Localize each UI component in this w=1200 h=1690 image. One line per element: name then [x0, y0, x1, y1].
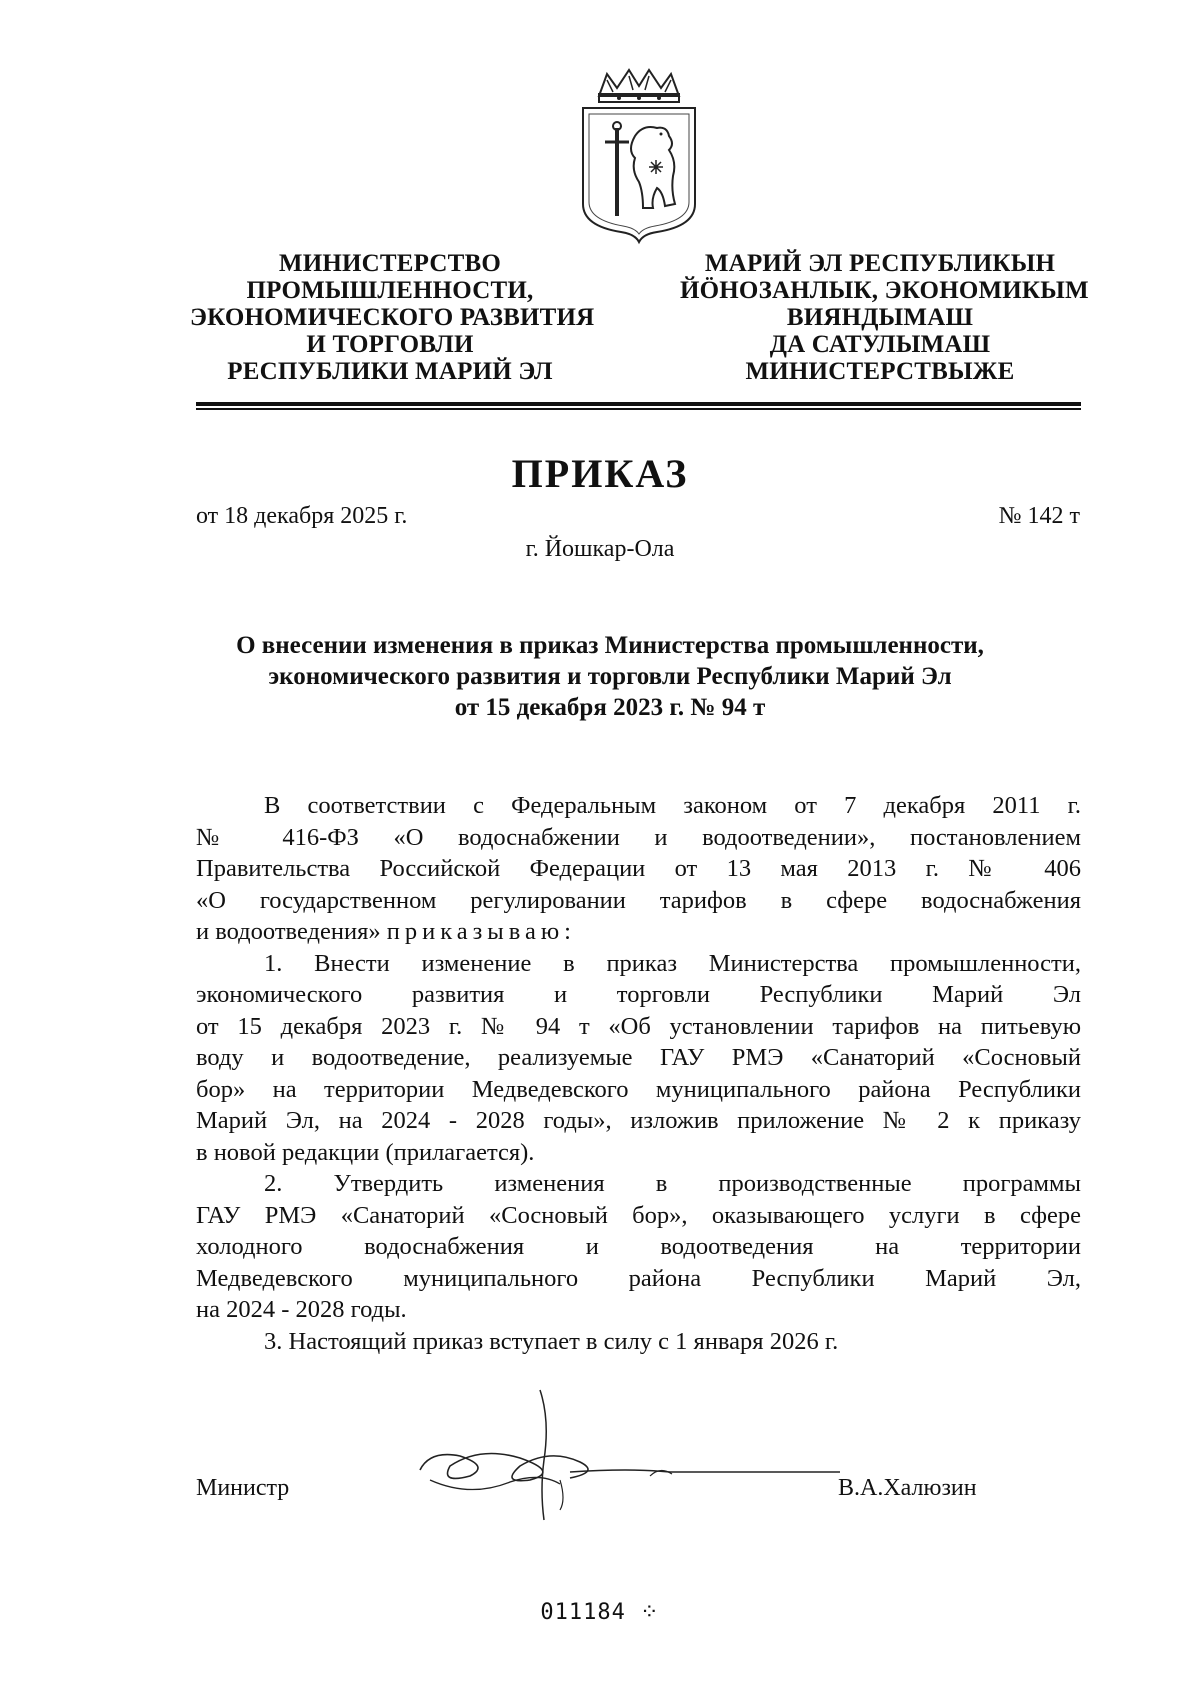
handwritten-signature — [410, 1380, 850, 1530]
signatory-name: В.А.Халюзин — [838, 1475, 977, 1501]
header-right-line: ЙӦНОЗАНЛЫК, ЭКОНОМИКЫМ — [680, 277, 1089, 304]
ministry-name-mari — [680, 250, 1089, 385]
header-right-line: МИНИСТЕРСТВЫЖЕ — [745, 358, 1015, 385]
body-text: и водоотведения» — [196, 918, 381, 945]
header-left-line: РЕСПУБЛИКИ МАРИЙ ЭЛ — [227, 358, 553, 385]
body-line: от 15 декабря 2023 г. № 94 т «Об установлении тарифов на питьевую — [196, 1012, 1081, 1040]
document-subject — [160, 630, 1060, 723]
header-right-line: ДА САТУЛЫМАШ — [769, 331, 991, 358]
header-right-line: ВИЯНДЫМАШ — [786, 304, 974, 331]
header-right-line: МАРИЙ ЭЛ РЕСПУБЛИКЫН — [704, 250, 1056, 277]
body-line: № 416-ФЗ «О водоснабжении и водоотведении», постановлением — [196, 823, 1081, 851]
signatory-position: Министр — [196, 1475, 290, 1501]
body-line: 1. Внести изменение в приказ Министерства промышленности, — [264, 949, 1081, 977]
serial-number: 011184 ⁘ — [540, 1600, 660, 1625]
header-left-line: ПРОМЫШЛЕННОСТИ, — [246, 277, 534, 304]
header-left-line: МИНИСТЕРСТВО — [278, 250, 502, 277]
body-line: Медведевского муниципального района Республики Марий Эл, — [196, 1264, 1081, 1292]
document-number: № 142 т — [998, 503, 1080, 529]
header-left-line: ЭКОНОМИЧЕСКОГО РАЗВИТИЯ — [190, 304, 595, 331]
body-line: «О государственном регулировании тарифов в сфере водоснабжения — [196, 886, 1081, 914]
header-divider-thick — [196, 402, 1081, 406]
document-title: ПРИКАЗ — [511, 451, 689, 496]
body-line: бор» на территории Медведевского муниципального района Республики — [196, 1075, 1081, 1103]
body-line: В соответствии с Федеральным законом от 7 декабря 2011 г. — [264, 792, 1081, 819]
document-city: г. Йошкар-Ола — [525, 536, 675, 562]
ministry-name-russian — [190, 250, 595, 385]
header-divider-thin — [196, 408, 1081, 410]
order-word: приказываю: — [386, 918, 576, 945]
body-line: в новой редакции (прилагается). — [196, 1138, 535, 1166]
body-line: Правительства Российской Федерации от 13 мая 2013 г. № 406 — [196, 855, 1081, 882]
body-line: экономического развития и торговли Республики Марий Эл — [196, 981, 1081, 1008]
body-line: Марий Эл, на 2024 - 2028 годы», изложив приложение № 2 к приказу — [196, 1107, 1081, 1134]
document-body — [196, 790, 1081, 1357]
coat-of-arms-emblem — [577, 66, 701, 246]
body-line: 2. Утвердить изменения в производственные программы — [264, 1170, 1081, 1197]
header-left-line: И ТОРГОВЛИ — [306, 331, 474, 358]
subject-line: от 15 декабря 2023 г. № 94 т — [454, 694, 766, 721]
body-line: воду и водоотведение, реализуемые ГАУ РМЭ «Санаторий «Сосновый — [196, 1044, 1081, 1071]
subject-line: О внесении изменения в приказ Министерства промышленности, — [236, 632, 984, 659]
document-date: от 18 декабря 2025 г. — [196, 503, 408, 529]
body-line: 3. Настоящий приказ вступает в силу с 1 января 2026 г. — [264, 1327, 839, 1355]
body-line — [196, 916, 1081, 948]
body-line: на 2024 - 2028 годы. — [196, 1296, 407, 1323]
body-line: холодного водоснабжения и водоотведения на территории — [196, 1233, 1081, 1260]
body-line: ГАУ РМЭ «Санаторий «Сосновый бор», оказывающего услуги в сфере — [196, 1201, 1081, 1229]
subject-line: экономического развития и торговли Республики Марий Эл — [268, 663, 952, 690]
